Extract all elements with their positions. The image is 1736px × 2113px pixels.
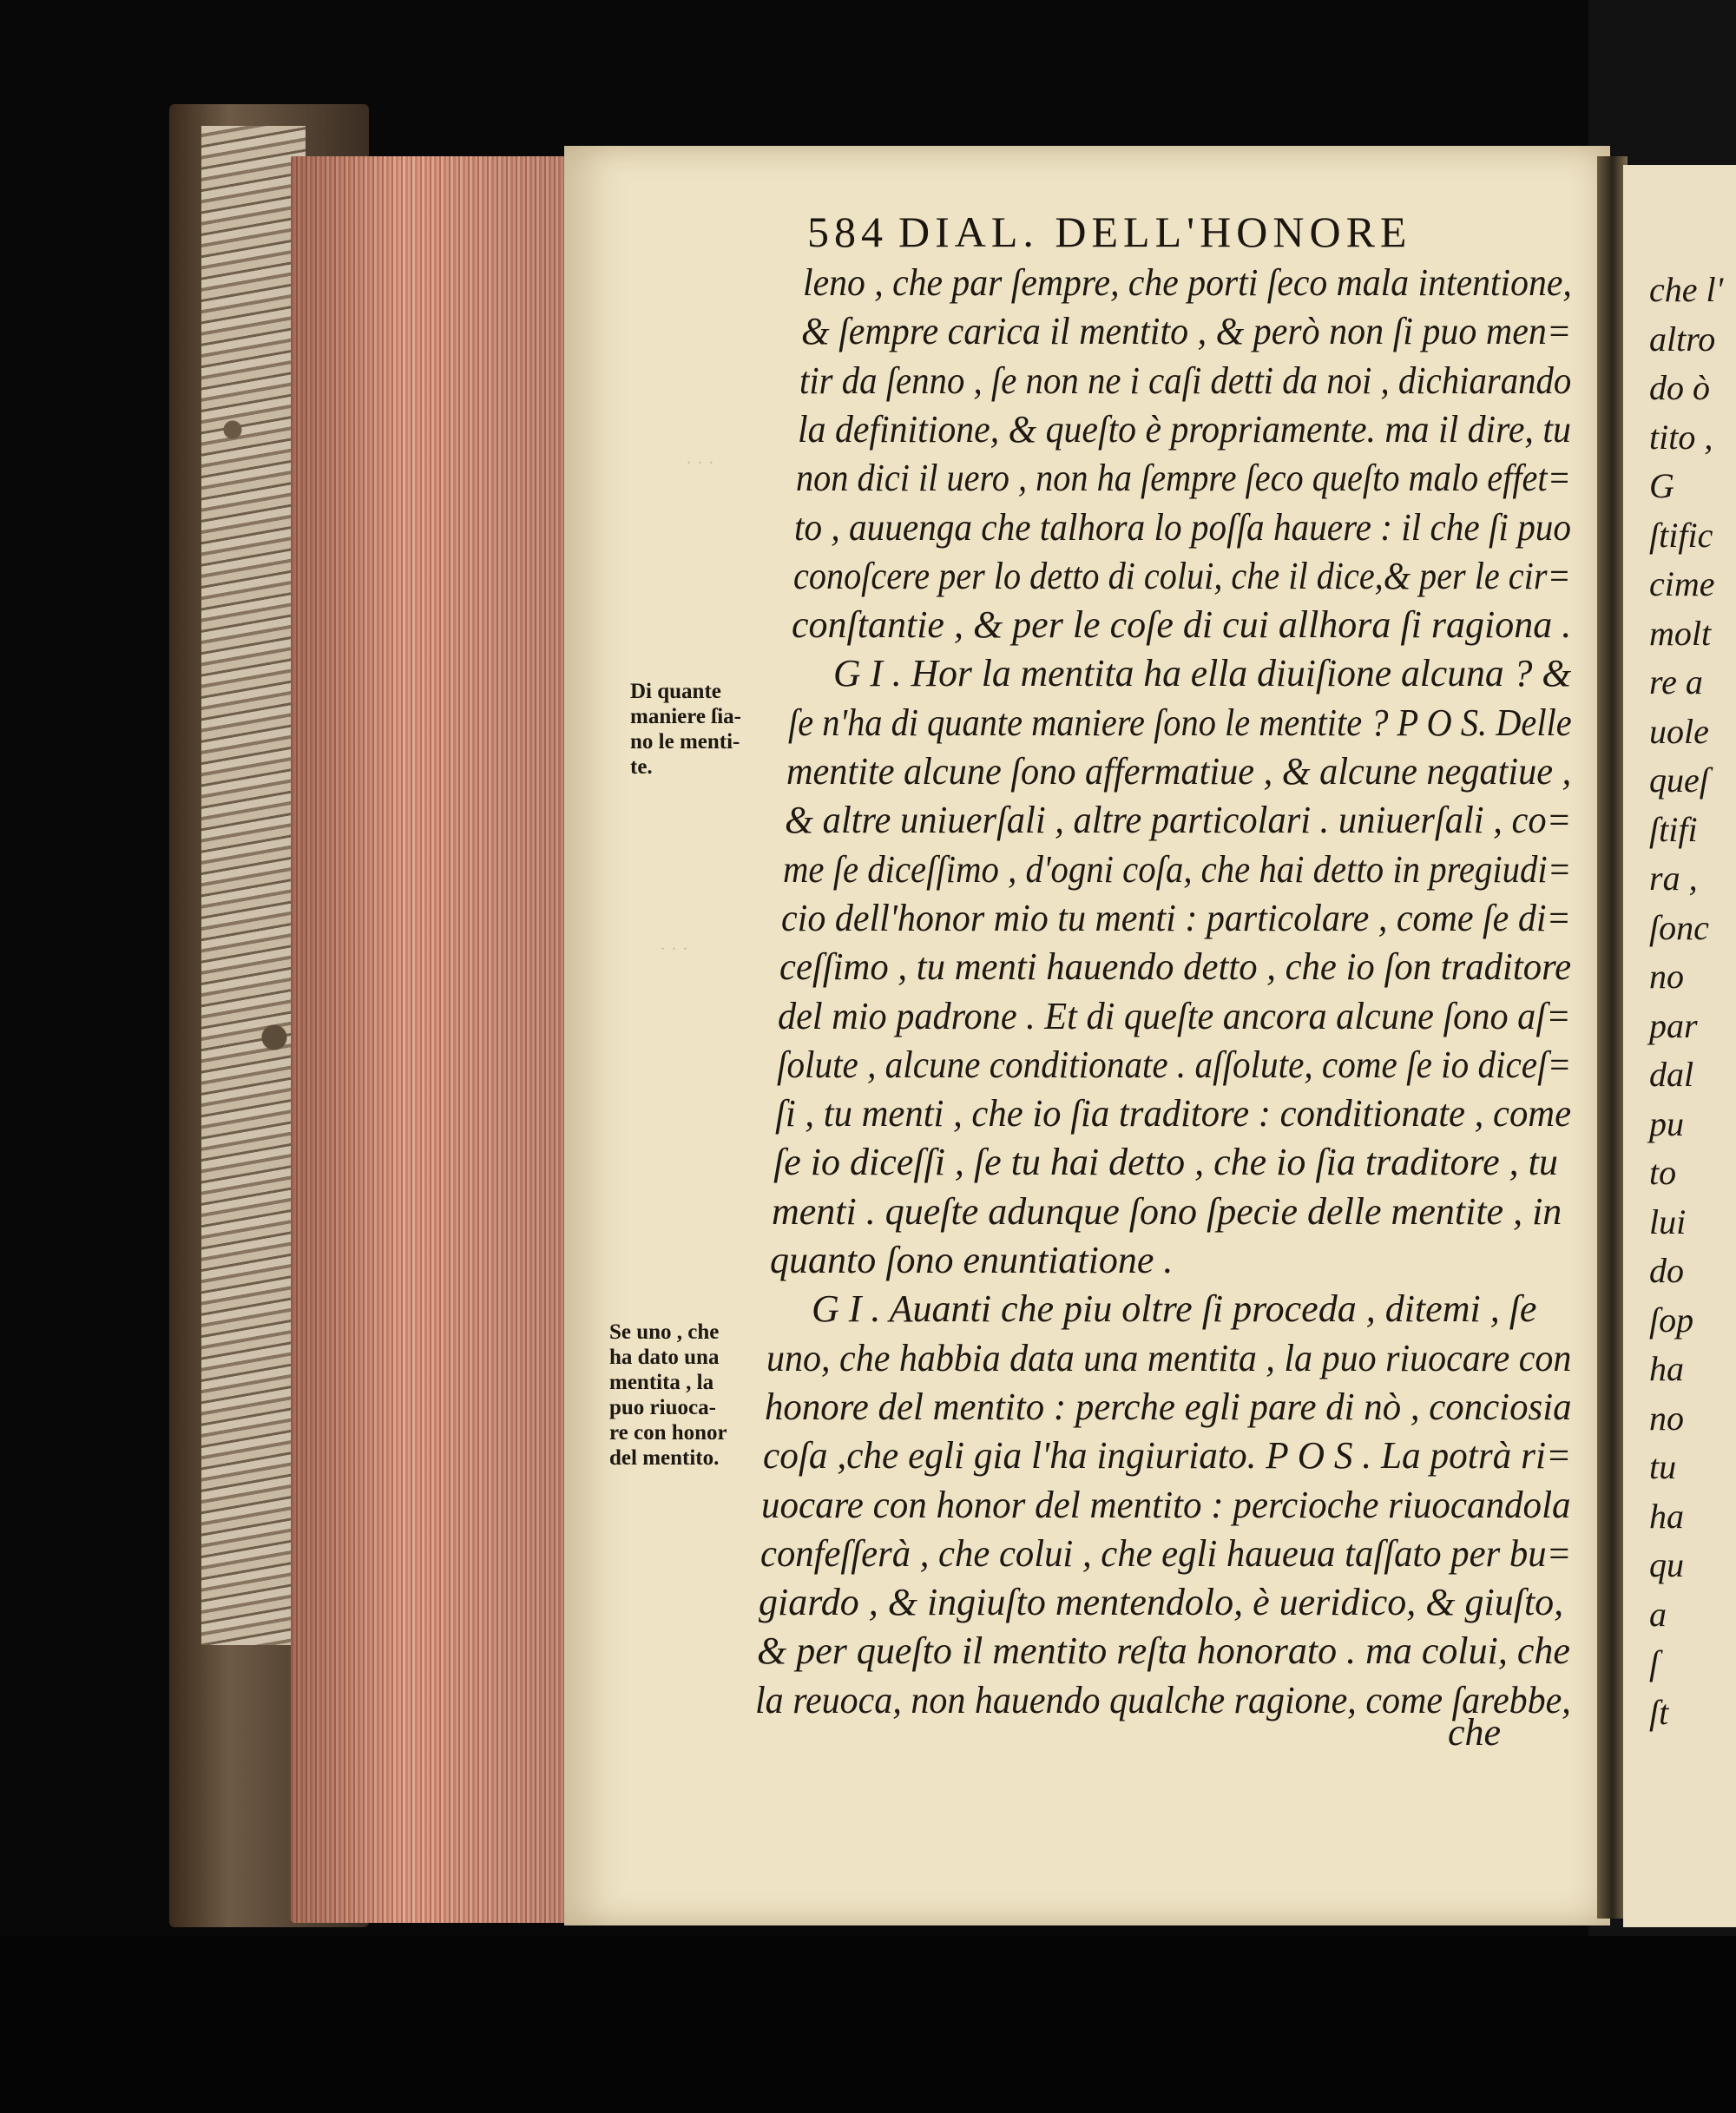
body-line: ſolute , alcune conditionate . aſſolute, come ſe io diceſ=: [777, 1043, 1572, 1086]
facing-page-fragment: ſtific: [1649, 515, 1713, 555]
body-line: ſi , tu menti , che io ſia traditore : conditionate , come: [775, 1092, 1572, 1135]
body-line: to , auuenga che talhora lo poſſa hauere : il che ſi puo: [794, 505, 1572, 549]
body-line: menti . queſte adunque ſono ſpecie delle mentite , in: [772, 1189, 1562, 1233]
facing-page-fragment: cime: [1649, 564, 1715, 603]
margin-note-line: mentita , la: [609, 1371, 714, 1394]
facing-page-fragment: ſ: [1649, 1643, 1660, 1682]
facing-page-fragment: to: [1649, 1153, 1677, 1192]
facing-page-fragment: no: [1649, 957, 1684, 996]
facing-page-fragment: ſtifi: [1649, 809, 1698, 849]
body-line: confeſſerà , che colui , che egli haueua taſſato per bu=: [760, 1531, 1572, 1575]
body-line: ſe n'ha di quante maniere ſono le mentite ? P O S. Delle: [788, 701, 1572, 744]
facing-page-fragment: altro: [1649, 319, 1716, 359]
facing-page-fragment: tu: [1649, 1447, 1677, 1486]
margin-note-line: ha dato una: [609, 1346, 720, 1369]
facing-page-fragment: ſonc: [1649, 907, 1709, 947]
facing-page-fragment: uole: [1649, 711, 1709, 751]
body-line: & altre uniuerſali , altre particolari . uniuerſali , co=: [785, 799, 1572, 842]
body-line: la definitione, & queſto è propriamente. ma il dire, tu: [798, 407, 1571, 451]
margin-note-line: re con honor: [609, 1421, 727, 1445]
facing-page-fragment: tito ,: [1649, 417, 1713, 457]
facing-page-fragment: ra ,: [1649, 859, 1698, 898]
facing-page-fragment: ha: [1649, 1496, 1684, 1536]
facing-page-fragment: par: [1649, 1005, 1698, 1045]
body-line: coſa ,che egli gia l'ha ingiuriato. P O S . La potrà ri=: [763, 1434, 1572, 1478]
facing-page-fragment: re a: [1649, 662, 1703, 701]
body-line: mentite alcune ſono affermatiue , & alcune negatiue ,: [786, 750, 1572, 793]
body-line: giardo , & ingiuſto mentendolo, è ueridico, & giuſto,: [759, 1581, 1564, 1624]
page-number: 584: [807, 207, 888, 256]
bleed-through-mark: · · ·: [686, 451, 714, 473]
facing-page-fragment: ha: [1649, 1349, 1684, 1388]
body-line: la reuoca, non hauendo qualche ragione, come ſarebbe,: [755, 1678, 1571, 1721]
body-line: G I . Hor la mentita ha ella diuiſione alcuna ? &: [833, 652, 1572, 695]
facing-page-fragment: do: [1649, 1251, 1684, 1290]
margin-note-line: Se uno , che: [609, 1320, 720, 1344]
facing-page-fragment: no: [1649, 1398, 1684, 1438]
body-line: conoſcere per lo detto di colui, che il dice,& per le cir=: [793, 554, 1571, 597]
body-line: conſtantie , & per le coſe di cui allhora ſi ragiona .: [792, 603, 1572, 647]
facing-page-fragment: pu: [1649, 1103, 1684, 1143]
margin-note-line: Di quante: [630, 680, 721, 703]
margin-note-line: no le menti-: [630, 730, 740, 754]
body-line: & ſempre carica il mentito , & però non ſi puo men=: [801, 310, 1572, 353]
body-line: me ſe diceſſimo , d'ogni coſa, che hai detto in pregiudi=: [783, 847, 1572, 891]
body-line: ſe io diceſſi , ſe tu hai detto , che io ſia traditore , tu: [773, 1141, 1558, 1184]
body-line: non dici il uero , non ha ſempre ſeco queſto malo effet=: [796, 457, 1571, 500]
body-line: quanto ſono enuntiatione .: [770, 1239, 1174, 1281]
body-line: ceſſimo , tu menti hauendo detto , che io ſon traditore: [779, 945, 1572, 989]
catchword: che: [1448, 1711, 1502, 1754]
facing-page-fragment: ſop: [1649, 1300, 1694, 1340]
body-line: & per queſto il mentito reſta honorato . ma colui, che: [757, 1629, 1570, 1673]
body-line: uocare con honor del mentito : percioche riuocandola: [761, 1483, 1571, 1526]
margin-note-line: te.: [630, 755, 653, 779]
facing-page-fragment: do ò: [1649, 368, 1710, 407]
body-line: uno, che habbia data una mentita , la puo riuocare con: [766, 1336, 1572, 1379]
facing-page-fragment: qu: [1649, 1545, 1684, 1584]
facing-page-fragment: dal: [1649, 1055, 1694, 1094]
body-line: honore del mentito : perche egli pare di nò , conciosia: [765, 1385, 1572, 1428]
body-line: G I . Auanti che piu oltre ſi proceda , ditemi , ſe: [812, 1287, 1537, 1331]
facing-page-fragment: queſ: [1649, 760, 1709, 800]
margin-note-line: puo riuoca-: [609, 1396, 716, 1419]
margin-note-line: maniere ſia-: [630, 705, 741, 728]
facing-page-fragment: ſt: [1649, 1692, 1669, 1732]
facing-page-fragment: G: [1649, 466, 1674, 505]
body-line: del mio padrone . Et di queſte ancora alcune ſono aſ=: [778, 994, 1571, 1037]
facing-page-fragment: lui: [1649, 1201, 1687, 1241]
margin-note-line: del mentito.: [609, 1446, 720, 1470]
body-line: leno , che par ſempre, che porti ſeco mala intentione,: [803, 261, 1572, 304]
facing-page-fragment: molt: [1649, 613, 1712, 653]
facing-page-fragment: che l': [1649, 270, 1724, 309]
bleed-through-mark: · · ·: [660, 938, 688, 959]
running-title: DIAL. DELL'HONORE: [898, 207, 1412, 256]
body-line: cio dell'honor mio tu menti : particolare , come ſe di=: [781, 896, 1571, 939]
body-line: tir da ſenno , ſe non ne i caſi detti da noi , dichiarando: [799, 359, 1572, 402]
facing-page-fragment: a: [1649, 1594, 1667, 1634]
